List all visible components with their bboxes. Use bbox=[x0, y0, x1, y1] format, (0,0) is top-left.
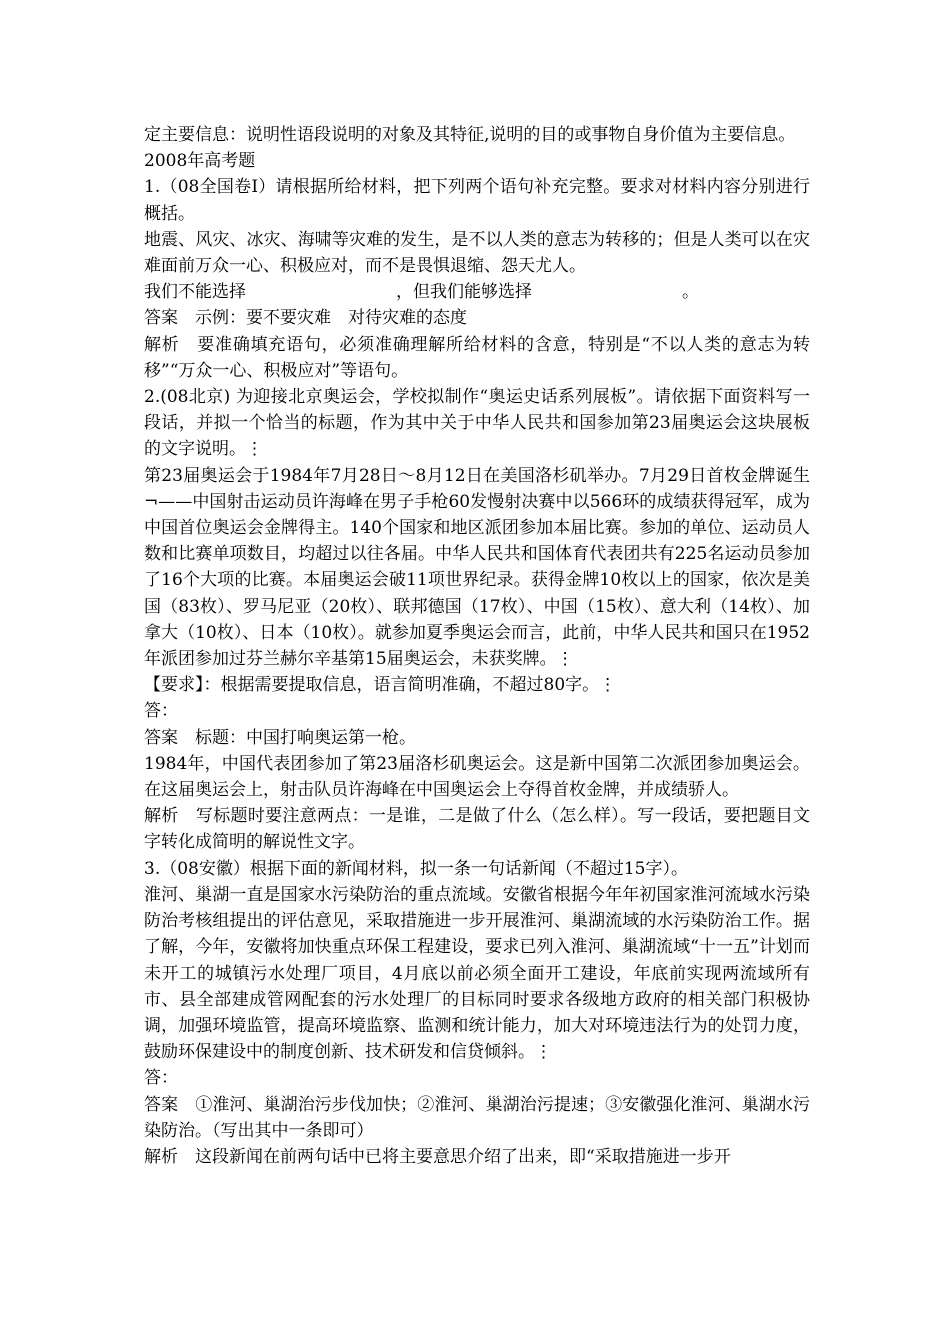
q1-material: 地震、风灾、冰灾、海啸等灾难的发生，是不以人类的意志为转移的；但是人类可以在灾难面前万众一心、积极应对，而不是畏惧退缩、怨天尤人。 bbox=[144, 229, 810, 277]
q2-answer-label: 答： bbox=[144, 701, 178, 722]
q1-fill-part1: 我们不能选择 bbox=[144, 282, 246, 303]
q2-prompt: 2.(08北京) 为迎接北京奥运会，学校拟制作“奥运史话系列展板”。请依据下面资料写一段话，并拟一个恰当的标题，作为其中关于中华人民共和国参加第23届奥运会这块展板的文字说明。⋮ bbox=[144, 387, 810, 460]
q1-analysis: 解析 要准确填充语句，必须准确理解所给材料的含意，特别是“不以人类的意志为转移”“万众一心、积极应对”等语句。 bbox=[144, 334, 810, 381]
q3-prompt: 3.（08安徽）根据下面的新闻材料，拟一条一句话新闻（不超过15字）。 bbox=[144, 858, 688, 879]
q1-answer: 答案 示例：要不要灾难 对待灾难的态度 bbox=[144, 308, 467, 329]
q2-answer-body: 1984年，中国代表团参加了第23届洛杉矶奥运会。这是新中国第二次派团参加奥运会。在这届奥运会上，射击队员许海峰在中国奥运会上夺得首枚金牌，并成绩骄人。 bbox=[144, 753, 810, 801]
q3-answer-label: 答： bbox=[144, 1068, 178, 1089]
intro-paragraph: 定主要信息：说明性语段说明的对象及其特征,说明的目的或事物自身价值为主要信息。 bbox=[144, 125, 796, 145]
q3-answer: 答案 ①淮河、巢湖治污步伐加快；②淮河、巢湖治污提速；③安徽强化淮河、巢湖水污染防治。（写出其中一条即可） bbox=[144, 1094, 810, 1141]
q1-fill-part2: ，但我们能够选择 bbox=[396, 282, 532, 303]
section-title: 2008年高考题 bbox=[144, 151, 256, 172]
q3-material: 淮河、巢湖一直是国家水污染防治的重点流域。安徽省根据今年年初国家淮河流域水污染防治考核组提出的评估意见，采取措施进一步开展淮河、巢湖流域的水污染防治工作。据了解，今年，安徽将加快重点环保工程建设，要求已列入淮河、巢湖流域“十一五”计划而未开工的城镇污水处理厂项目，4月底以前必须全面开工建设，年底前实现两流域所有市、县全部建成管网配套的污水处理厂的目标同时要求各级地方政府的相关部门积极协调，加强环境监管，提高环境监察、监测和统计能力，加大对环境违法行为的处罚力度，鼓励环保建设中的制度创新、技术研发和信贷倾斜。⋮ bbox=[144, 884, 810, 1063]
q2-analysis: 解析 写标题时要注意两点：一是谁，二是做了什么（怎么样）。写一段话，要把题目文字转化成简明的解说性文字。 bbox=[144, 806, 810, 853]
q1-prompt: 1.（08全国卷Ⅰ）请根据所给材料，把下列两个语句补充完整。要求对材料内容分别进行概括。 bbox=[144, 177, 810, 224]
q2-answer: 答案 标题：中国打响奥运第一枪。 bbox=[144, 727, 416, 748]
q1-fill-sentence bbox=[144, 279, 810, 305]
q1-fill-end: 。 bbox=[682, 282, 699, 303]
q2-material: 第23届奥运会于1984年7月28日～8月12日在美国洛杉矶举办。7月29日首枚金牌诞生¬——中国射击运动员许海峰在男子手枪60发慢射决赛中以566环的成绩获得冠军，成为中国首位奥运会金牌得主。140个国家和地区派团参加本届比赛。参加的单位、运动员人数和比赛单项数目，均超过以往各届。中华人民共和国体育代表团共有225名运动员参加了16个大项的比赛。本届奥运会破11项世界纪录。获得金牌10枚以上的国家，依次是美国（83枚）、罗马尼亚（20枚）、联邦德国（17枚）、中国（15枚）、意大利（14枚）、加拿大（10枚）、日本（10枚）。就参加夏季奥运会而言，此前，中华人民共和国只在1952年派团参加过芬兰赫尔辛基第15届奥运会，未获奖牌。⋮ bbox=[144, 465, 810, 670]
q2-requirement: 【要求】：根据需要提取信息，语言简明准确，不超过80字。⋮ bbox=[144, 675, 617, 696]
q3-analysis: 解析 这段新闻在前两句话中已将主要意思介绍了出来，即“采取措施进一步开 bbox=[144, 1146, 731, 1167]
document-page bbox=[144, 122, 810, 1170]
